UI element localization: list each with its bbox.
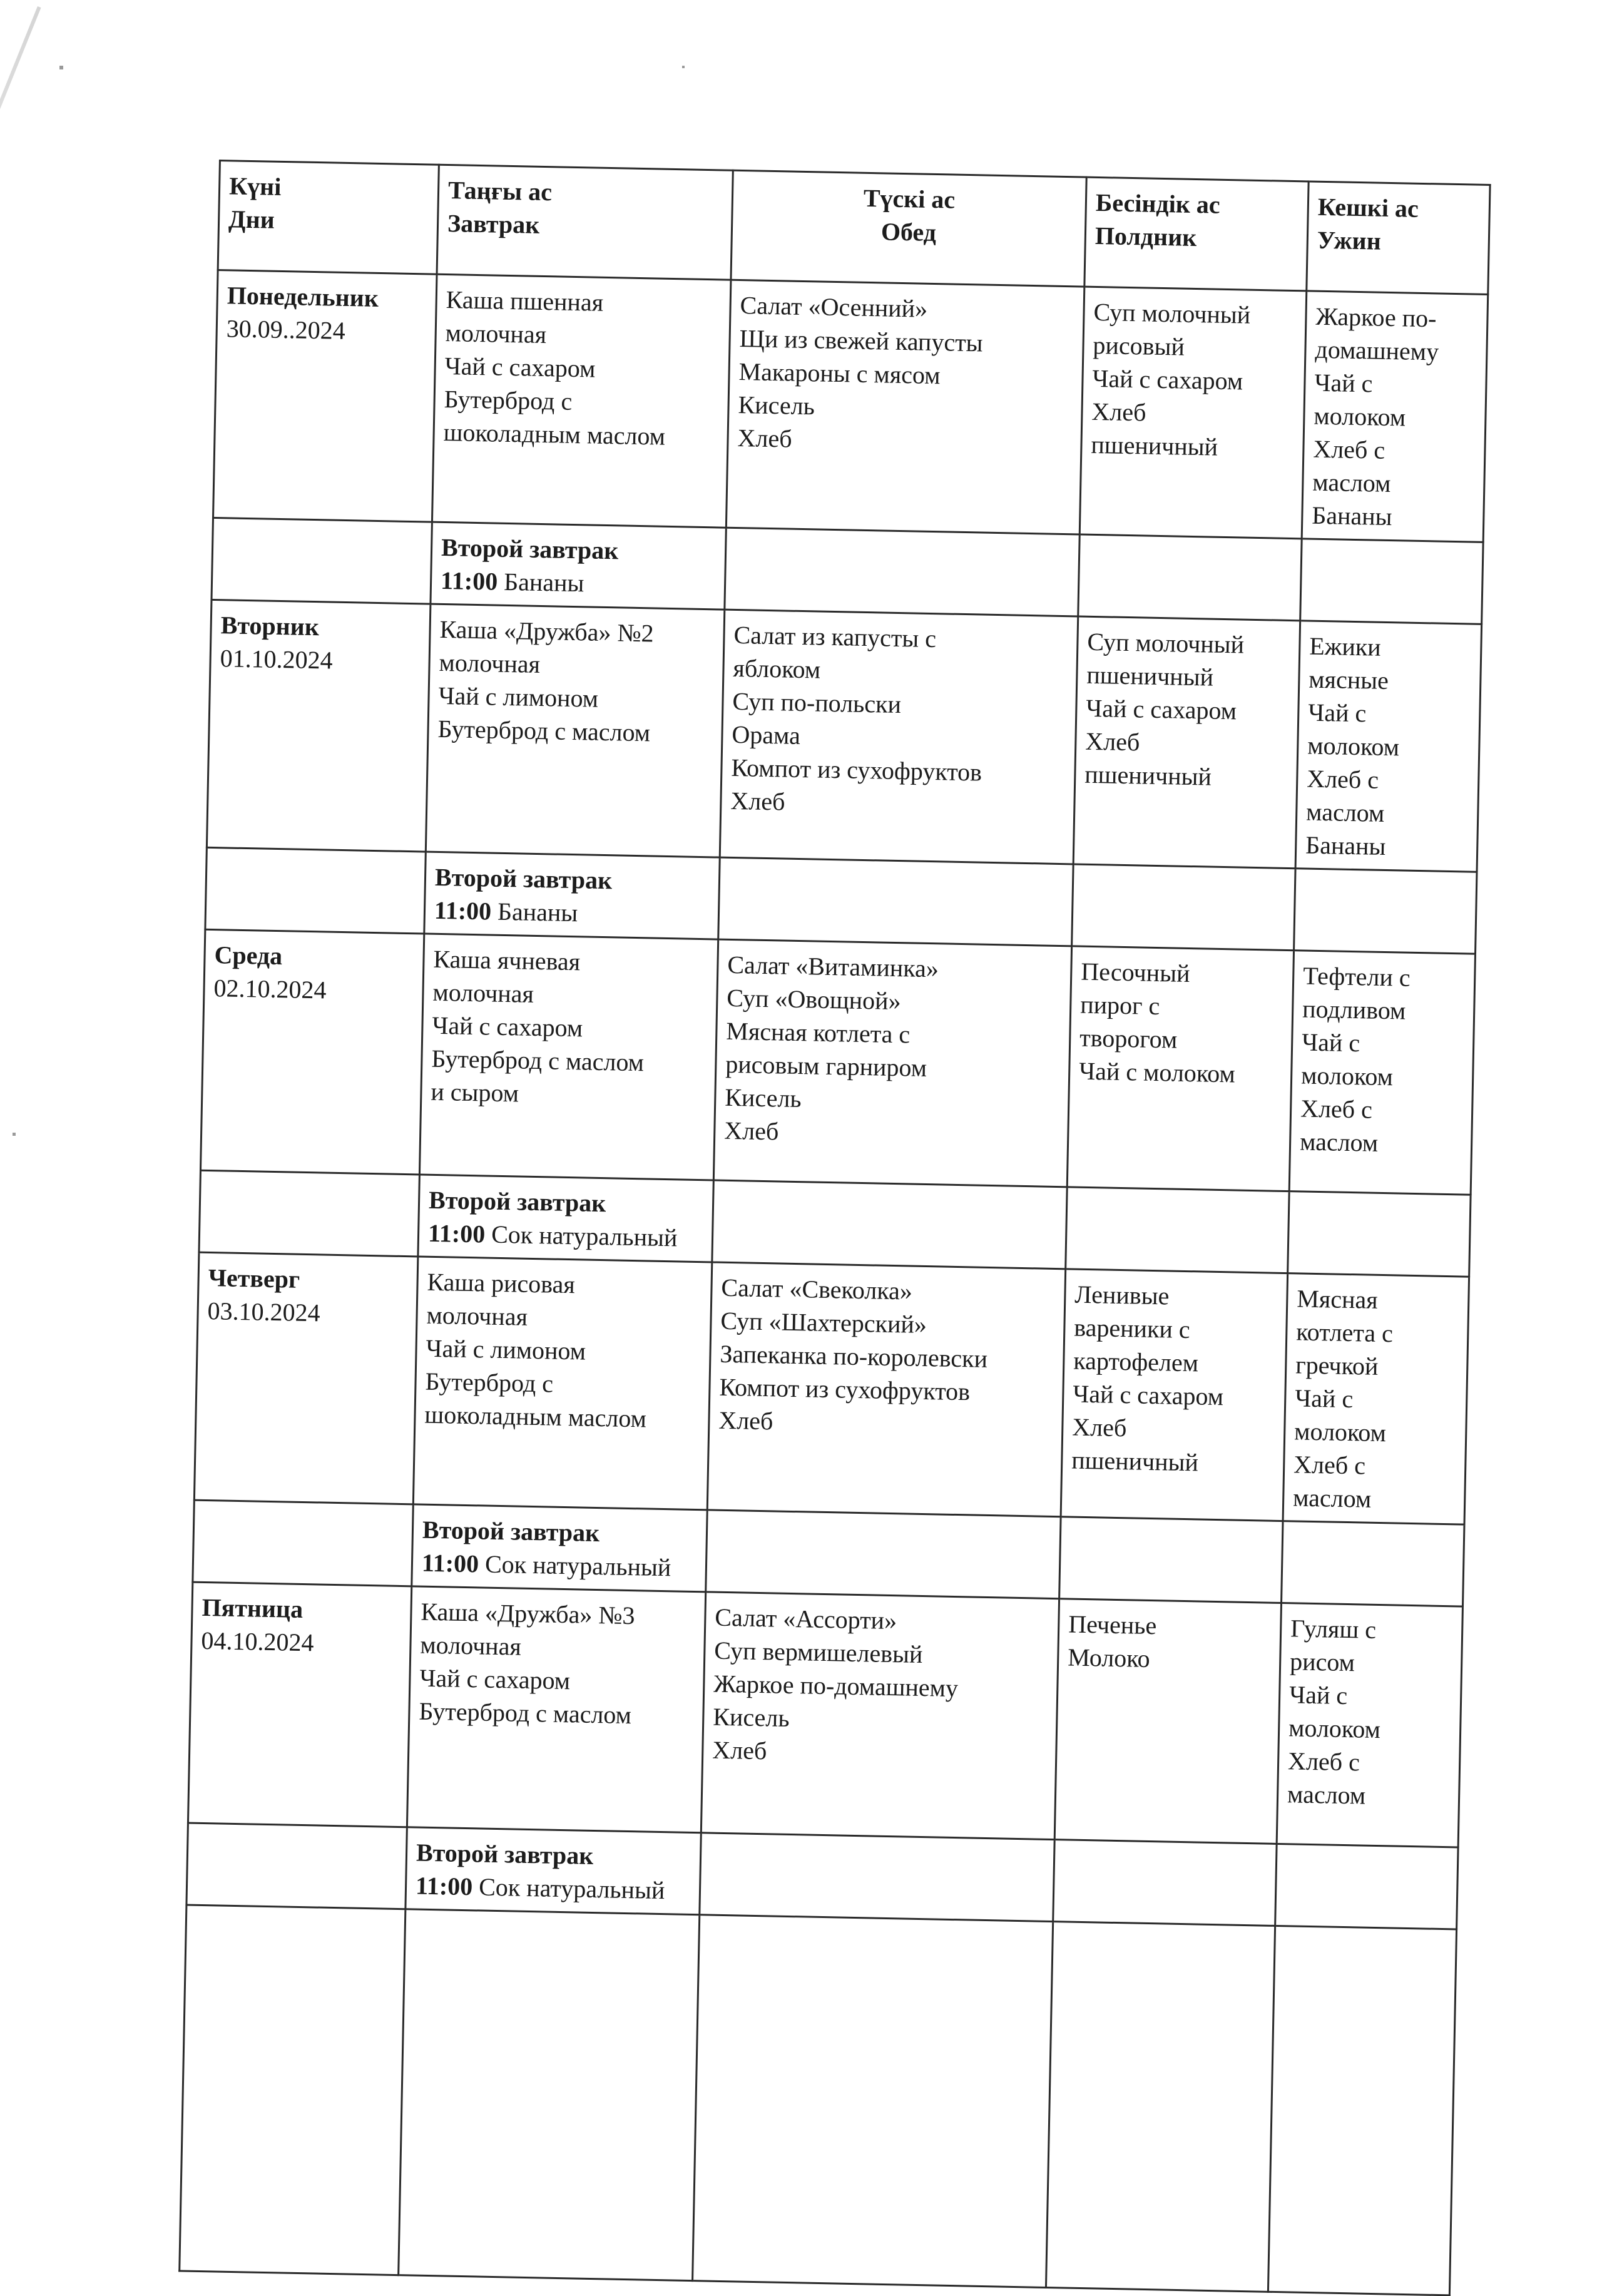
menu-item: Хлеб с [1300, 1094, 1373, 1124]
second-breakfast-title: Второй завтрак [441, 533, 619, 565]
menu-item: Чай с [1314, 368, 1373, 398]
second-breakfast-item: Бананы [497, 897, 578, 927]
menu-item: Чай с сахаром [1092, 364, 1243, 395]
header-days: Күні Дни [218, 161, 439, 275]
menu-item: Компот из сухофруктов [719, 1372, 971, 1406]
empty-cell [1066, 1187, 1289, 1273]
menu-item: Бутерброд с [425, 1367, 554, 1398]
second-breakfast-time: 11:00 [415, 1871, 473, 1901]
menu-item: Суп вермишелевый [713, 1636, 923, 1669]
second-breakfast-time: 11:00 [440, 566, 498, 596]
menu-item: Каша «Дружба» №2 [439, 615, 655, 648]
second-breakfast-cell [412, 1504, 707, 1592]
menu-item: Молоко [1067, 1643, 1151, 1673]
menu-item: рисом [1289, 1647, 1355, 1677]
menu-item: маслом [1305, 797, 1385, 827]
menu-item: Бутерброд с маслом [419, 1696, 632, 1730]
menu-item: молочная [445, 318, 547, 349]
empty-cell [1053, 1840, 1277, 1926]
second-breakfast-item: Сок натуральный [478, 1872, 665, 1905]
second-breakfast-item: Сок натуральный [491, 1220, 678, 1252]
menu-item: Компот из сухофруктов [731, 753, 982, 787]
menu-item: Тефтели с [1302, 961, 1411, 992]
menu-item: Хлеб с [1293, 1450, 1366, 1480]
menu-item: вареники с [1073, 1313, 1191, 1344]
day-cell [194, 1252, 418, 1504]
dinner-cell [1283, 1273, 1469, 1524]
menu-item: Жаркое по-домашнему [713, 1669, 959, 1703]
day-cell [207, 600, 431, 852]
menu-item: Хлеб [1084, 727, 1140, 757]
second-breakfast-time: 11:00 [421, 1548, 479, 1578]
breakfast-cell [419, 934, 718, 1180]
menu-item: Хлеб [723, 1116, 779, 1146]
breakfast-cell [426, 604, 725, 857]
empty-cell [1072, 864, 1295, 951]
menu-item: пшеничный [1086, 660, 1214, 691]
menu-item: Чай с лимоном [426, 1334, 586, 1365]
menu-item: пшеничный [1091, 430, 1218, 461]
menu-item: Бутерброд с маслом [437, 714, 651, 747]
dinner-cell [1295, 621, 1482, 872]
menu-item: рисовый [1093, 330, 1185, 361]
menu-item: молоком [1288, 1713, 1381, 1744]
menu-item: пшеничный [1071, 1446, 1199, 1477]
menu-item: котлета с [1295, 1317, 1394, 1348]
empty-cell [700, 1833, 1054, 1922]
menu-item: молочная [426, 1300, 528, 1331]
day-date: 04.10.2024 [201, 1626, 314, 1657]
menu-item: молочная [432, 977, 534, 1008]
menu-item: маслом [1287, 1780, 1366, 1810]
menu-item: рисовым гарниром [725, 1049, 927, 1082]
second-breakfast-cell [424, 852, 720, 939]
empty-cell [706, 1510, 1061, 1599]
empty-cell [1275, 1844, 1458, 1929]
menu-item: картофелем [1073, 1346, 1199, 1377]
second-breakfast-cell [431, 522, 726, 610]
menu-item: Хлеб [730, 786, 785, 816]
menu-item: молоком [1300, 1061, 1394, 1091]
empty-cell [212, 518, 432, 604]
empty-cell [693, 1915, 1053, 2288]
menu-item: Салат «Ассорти» [715, 1603, 897, 1635]
lunch-cell [726, 280, 1084, 534]
lunch-cell [720, 610, 1078, 864]
menu-item: подливом [1302, 994, 1406, 1025]
menu-item: Щи из свежей капусты [739, 324, 984, 357]
empty-cell [712, 1180, 1067, 1269]
menu-item: Мясная котлета с [725, 1016, 911, 1049]
menu-item: шоколадным маслом [443, 417, 666, 451]
menu-item: молоком [1293, 1417, 1387, 1447]
menu-item: Кисель [712, 1702, 790, 1732]
menu-item: Чай с [1288, 1680, 1348, 1710]
breakfast-cell [432, 274, 731, 528]
menu-item: Хлеб [718, 1406, 773, 1436]
day-name: Пятница [202, 1593, 304, 1623]
empty-cell [1059, 1517, 1283, 1603]
second-breakfast-title: Второй завтрак [434, 862, 613, 895]
empty-cell [1288, 1191, 1471, 1277]
scan-edge-shadow [0, 6, 41, 332]
empty-row [180, 1905, 1457, 2295]
day-cell [188, 1582, 411, 1827]
day-row [194, 1252, 1469, 1524]
dinner-cell [1277, 1603, 1462, 1847]
menu-item: Печенье [1068, 1610, 1157, 1640]
menu-item: Ежики [1309, 631, 1382, 661]
empty-cell [1268, 1926, 1456, 2295]
empty-cell [205, 847, 426, 934]
menu-item: Хлеб [737, 423, 792, 453]
day-name: Вторник [220, 611, 320, 641]
menu-item: молочная [439, 648, 541, 678]
second-breakfast-time: 11:00 [434, 895, 492, 926]
menu-item: Бутерброд с [444, 384, 573, 416]
menu-item: Хлеб [712, 1735, 767, 1765]
lunch-cell [701, 1592, 1059, 1840]
menu-item: Суп молочный [1093, 297, 1251, 329]
menu-item: Чай с сахаром [444, 351, 596, 383]
empty-cell [1078, 534, 1302, 621]
second-breakfast-title: Второй завтрак [416, 1838, 594, 1870]
day-row [213, 270, 1488, 542]
menu-item: маслом [1299, 1127, 1379, 1157]
menu-item: Чай с сахаром [1072, 1379, 1224, 1411]
day-name: Четверг [208, 1263, 300, 1293]
empty-cell [1300, 539, 1483, 625]
menu-table [178, 160, 1491, 2296]
menu-item: Суп «Овощной» [727, 983, 902, 1016]
menu-item: Суп молочный [1087, 627, 1245, 659]
menu-item: Гуляш с [1290, 1614, 1377, 1644]
menu-item: Бананы [1305, 830, 1386, 860]
day-date: 02.10.2024 [213, 974, 327, 1004]
second-breakfast-title: Второй завтрак [422, 1515, 600, 1548]
empty-cell [718, 857, 1073, 946]
second-breakfast-title: Второй завтрак [428, 1185, 606, 1218]
empty-cell [399, 1909, 700, 2281]
menu-item: Чай с [1307, 698, 1367, 728]
day-row [207, 600, 1481, 872]
scan-speck [682, 66, 685, 68]
breakfast-cell [407, 1586, 705, 1833]
snack-cell [1079, 287, 1307, 539]
menu-item: Салат «Витаминка» [727, 950, 939, 983]
menu-item: Бутерброд с маслом [431, 1044, 645, 1077]
menu-item: Жаркое по- [1315, 302, 1437, 333]
day-cell [213, 270, 437, 522]
menu-item: яблоком [733, 653, 821, 684]
menu-item: Хлеб с [1313, 434, 1385, 464]
scan-speck [13, 1133, 16, 1136]
scan-speck [59, 66, 63, 69]
menu-item: Чай с [1301, 1028, 1360, 1058]
menu-item: Чай с [1294, 1384, 1354, 1414]
empty-cell [180, 1905, 406, 2275]
empty-cell [186, 1823, 407, 1909]
menu-item: молоком [1314, 401, 1406, 432]
lunch-cell [707, 1262, 1065, 1517]
menu-item: мясные [1308, 665, 1389, 695]
menu-item: творогом [1079, 1023, 1178, 1054]
menu-item: Макароны с мясом [738, 357, 941, 390]
day-cell [200, 929, 424, 1175]
second-breakfast-time: 11:00 [427, 1218, 486, 1248]
menu-item: Хлеб [1091, 397, 1146, 427]
day-row [188, 1582, 1462, 1847]
empty-cell [1046, 1922, 1275, 2292]
menu-item: Песочный [1080, 957, 1190, 988]
day-name: Среда [214, 941, 283, 971]
menu-sheet [178, 160, 1489, 2296]
day-date: 30.09..2024 [226, 314, 346, 345]
menu-item: Каша рисовая [427, 1267, 576, 1299]
menu-item: Суп «Шахтерский» [720, 1306, 927, 1339]
menu-item: молоком [1307, 731, 1400, 762]
second-breakfast-cell [418, 1175, 713, 1262]
snack-cell [1067, 946, 1293, 1191]
menu-item: Каша «Дружба» №3 [421, 1597, 635, 1630]
menu-item: гречкой [1295, 1350, 1379, 1380]
menu-item: Чай с молоком [1078, 1056, 1236, 1088]
menu-item: Хлеб [1071, 1412, 1127, 1442]
menu-item: Ленивые [1074, 1280, 1170, 1310]
day-name: Понедельник [227, 281, 379, 312]
menu-item: молочная [420, 1630, 522, 1661]
header-lunch: Түскі ас Обед [731, 170, 1086, 287]
menu-item: Чай с сахаром [432, 1011, 583, 1043]
breakfast-cell [413, 1257, 712, 1510]
menu-item: Чай с лимоном [438, 681, 599, 713]
snack-cell [1073, 616, 1300, 869]
menu-item: маслом [1292, 1483, 1372, 1513]
menu-item: Чай с сахаром [419, 1663, 571, 1695]
menu-item: пшеничный [1084, 760, 1212, 791]
menu-item: маслом [1312, 467, 1391, 498]
day-date: 03.10.2024 [207, 1296, 321, 1327]
menu-item: Хлеб с [1306, 764, 1379, 794]
header-snack: Бесіндік ас Полдник [1084, 177, 1309, 291]
menu-item: Орама [732, 720, 801, 750]
menu-item: Салат из капусты с [733, 620, 937, 653]
dinner-cell [1302, 291, 1488, 542]
lunch-cell [713, 939, 1071, 1187]
empty-cell [199, 1170, 419, 1257]
menu-item: Чай с сахаром [1086, 693, 1237, 725]
menu-item: пирог с [1079, 990, 1160, 1021]
menu-item: и сыром [431, 1077, 519, 1108]
menu-item: Салат «Осенний» [740, 291, 928, 323]
menu-body [180, 270, 1488, 2295]
dinner-cell [1289, 951, 1475, 1195]
header-breakfast: Таңғы ас Завтрак [437, 165, 733, 280]
menu-item: Каша пшенная [446, 285, 604, 317]
snack-cell [1061, 1269, 1288, 1521]
menu-item: Мясная [1296, 1284, 1379, 1314]
header-dinner: Кешкі ас Ужин [1307, 181, 1490, 295]
menu-item: Салат «Свеколка» [721, 1273, 913, 1305]
menu-item: Бананы [1311, 501, 1392, 531]
second-breakfast-cell [406, 1827, 701, 1915]
second-breakfast-item: Бананы [503, 567, 584, 598]
snack-cell [1054, 1599, 1281, 1844]
day-row [200, 929, 1475, 1195]
second-breakfast-item: Сок натуральный [484, 1549, 671, 1582]
day-date: 01.10.2024 [220, 644, 334, 675]
menu-item: домашнему [1315, 335, 1439, 366]
empty-cell [193, 1500, 413, 1586]
menu-item: Каша ячневая [433, 944, 581, 976]
menu-item: Хлеб с [1287, 1747, 1360, 1777]
menu-item: Кисель [738, 390, 815, 421]
empty-cell [1282, 1521, 1464, 1607]
empty-cell [1294, 869, 1477, 954]
empty-cell [725, 528, 1079, 616]
menu-item: Суп по-польски [732, 686, 902, 719]
menu-item: Кисель [724, 1083, 802, 1113]
menu-item: Запеканка по-королевски [720, 1339, 988, 1373]
menu-item: шоколадным маслом [424, 1400, 647, 1433]
